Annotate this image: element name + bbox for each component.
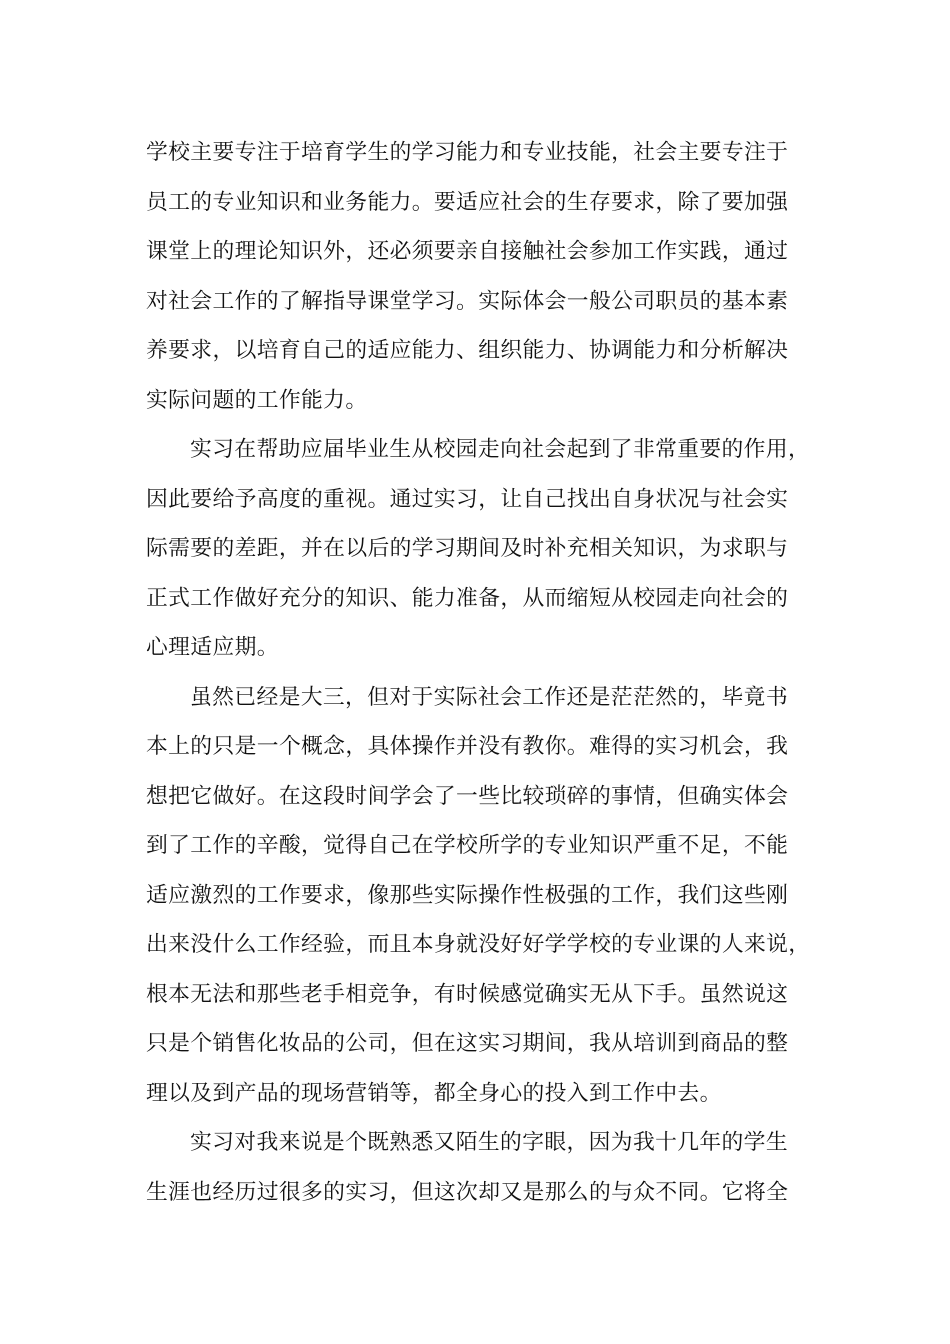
- paragraph-1: [146, 128, 836, 425]
- text-line: 到了工作的辛酸，觉得自己在学校所学的专业知识严重不足，不能: [146, 833, 789, 858]
- paragraph-3: [146, 673, 836, 1119]
- text-line: 生涯也经历过很多的实习，但这次却又是那么的与众不同。它将全: [146, 1179, 789, 1205]
- text-line: 学校主要专注于培育学生的学习能力和专业技能，社会主要专注于: [146, 140, 789, 165]
- text-line: 员工的专业知识和业务能力。要适应社会的生存要求，除了要加强: [146, 189, 789, 215]
- text-line: 心理适应期。: [146, 635, 279, 660]
- text-line: 虽然已经是大三，但对于实际社会工作还是茫茫然的，毕竟书: [190, 684, 788, 710]
- document-body: [146, 128, 836, 1217]
- text-line: 课堂上的理论知识外，还必须要亲自接触社会参加工作实践，通过: [146, 239, 789, 264]
- text-line: 适应激烈的工作要求，像那些实际操作性极强的工作，我们这些刚: [146, 882, 789, 908]
- text-line: 根本无法和那些老手相竞争，有时候感觉确实无从下手。虽然说这: [146, 981, 789, 1007]
- text-line: 实际问题的工作能力。: [146, 387, 368, 413]
- text-line: 出来没什么工作经验，而且本身就没好好学学校的专业课的人来说，: [146, 932, 811, 957]
- text-line: 际需要的差距，并在以后的学习期间及时补充相关知识，为求职与: [146, 536, 789, 561]
- paragraph-2: [146, 425, 836, 673]
- text-line: 因此要给予高度的重视。通过实习，让自己找出自身状况与社会实: [146, 486, 789, 512]
- paragraph-4: [146, 1118, 836, 1217]
- text-line: 实习在帮助应届毕业生从校园走向社会起到了非常重要的作用，: [190, 437, 811, 462]
- text-line: 养要求，以培育自己的适应能力、组织能力、协调能力和分析解决: [146, 338, 789, 363]
- text-line: 理以及到产品的现场营销等，都全身心的投入到工作中去。: [146, 1080, 722, 1106]
- text-line: 实习对我来说是个既熟悉又陌生的字眼，因为我十几年的学生: [190, 1130, 788, 1155]
- text-line: 本上的只是一个概念，具体操作并没有教你。难得的实习机会，我: [146, 734, 789, 759]
- text-line: 正式工作做好充分的知识、能力准备，从而缩短从校园走向社会的: [146, 585, 789, 611]
- text-line: 想把它做好。在这段时间学会了一些比较琐碎的事情，但确实体会: [146, 783, 789, 809]
- text-line: 只是个销售化妆品的公司，但在这实习期间，我从培训到商品的整: [146, 1031, 789, 1056]
- text-line: 对社会工作的了解指导课堂学习。实际体会一般公司职员的基本素: [146, 288, 789, 314]
